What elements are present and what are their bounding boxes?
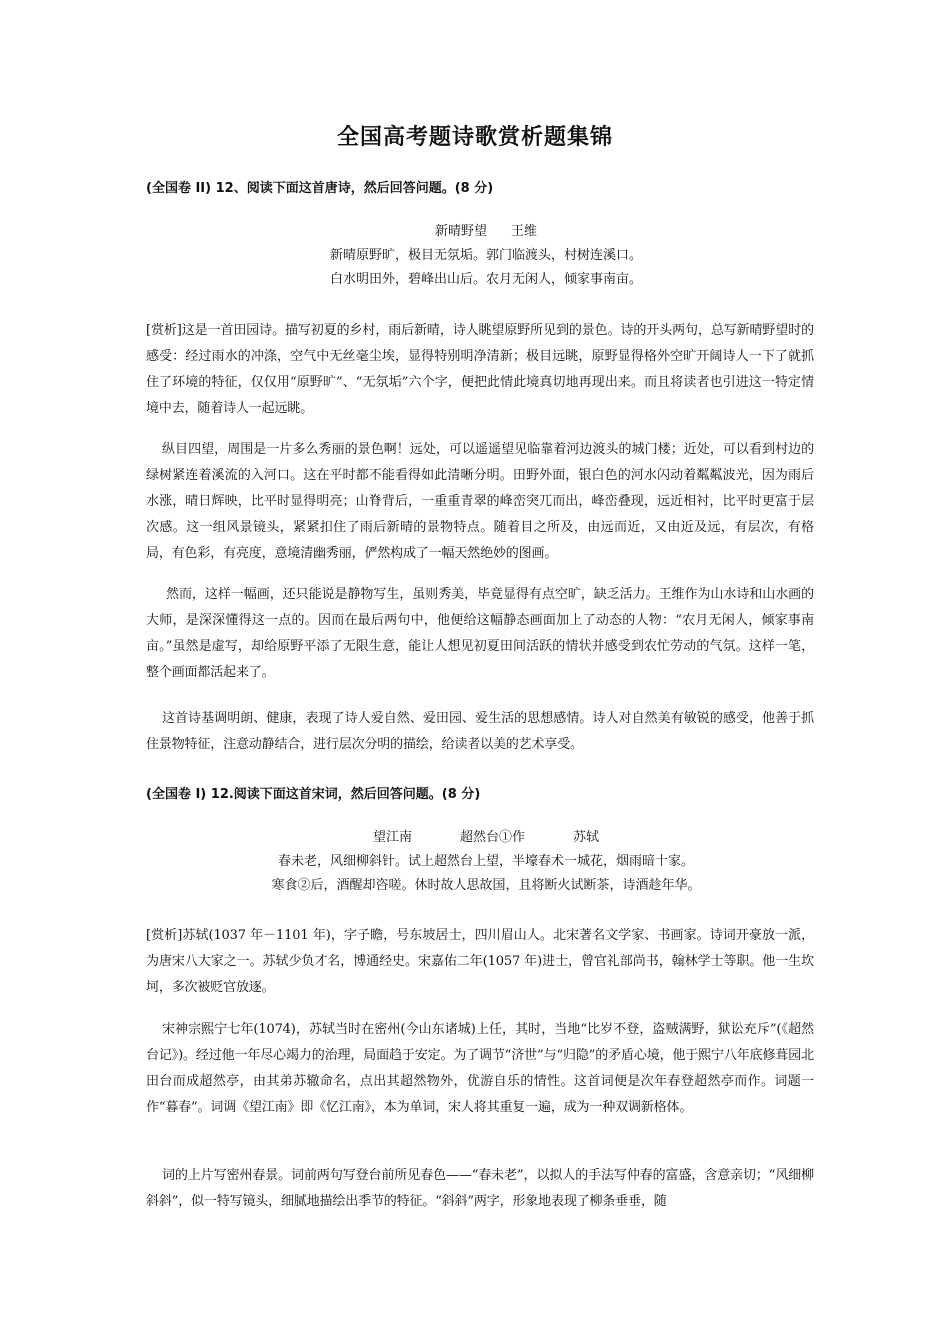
poem-2	[146, 826, 826, 898]
poem-1	[146, 220, 826, 292]
question-2-header: (全国卷 I) 12.阅读下面这首宋词，然后回答问题。(8 分)	[146, 787, 481, 802]
poem-1-heading	[146, 220, 826, 244]
q1-analysis-paragraph: 这首诗基调明朗、健康，表现了诗人爱自然、爱田园、爱生活的思想感情。诗人对自然美有敏锐的感受，他善于抓住景物特征，注意动静结合，进行层次分明的描绘，给读者以美的艺术享受。	[146, 711, 814, 752]
poem-1-line: 新晴原野旷，极目无氛垢。郭门临渡头，村树连溪口。	[329, 248, 642, 263]
q1-analysis-paragraph: 纵目四望，周围是一片多么秀丽的景色啊！远处，可以遥遥望见临靠着河边渡头的城门楼；近处，可以看到村边的绿树紧连着溪流的入河口。这在平时都不能看得如此清晰分明。田野外面，银白色的河水闪动着粼粼波光，因为雨后水涨，晴日辉映，比平时显得明亮；山脊背后，一重重青翠的峰峦突兀而出，峰峦叠现，远近相衬，比平时更富于层次感。这一组风景镜头，紧紧扣住了雨后新晴的景物特点。随着目之所及，由远而近，又由近及远，有层次，有格局，有色彩，有亮度，意境清幽秀丽，俨然构成了一幅天然绝妙的图画。	[146, 442, 814, 561]
q2-analysis-paragraph: 宋神宗熙宁七年(1074)，苏轼当时在密州(今山东诸城)上任，其时，当地“比岁不登，盗贼满野，狱讼充斥”(《超然台记》)。经过他一年尽心竭力的治理，局面趋于安定。为了调节“济世”与“归隐”的矛盾心境，他于熙宁八年底修葺园北田台而成超然亭，由其弟苏辙命名，点出其超然物外，优游自乐的情性。这首词便是次年春登超然亭而作。词题一作“暮春”。词调《望江南》即《忆江南》，本为单词，宋人将其重复一遍，成为一种双调新格体。	[146, 1022, 814, 1115]
poem-1-line: 白水明田外，碧峰出山后。农月无闲人，倾家事南亩。	[329, 272, 642, 287]
poem-2-subtitle: 超然台①作	[459, 830, 525, 845]
q2-analysis-paragraph: 词的上片写密州春景。词前两句写登台前所见春色——“春未老”，以拟人的手法写仲春的富盛，含意亲切；“风细柳斜斜”，似一特写镜头，细腻地描绘出季节的特征。“斜斜”两字，形象地表现了柳条垂垂，随	[146, 1168, 814, 1209]
question-1-header: (全国卷 II) 12、阅读下面这首唐诗，然后回答问题。(8 分)	[146, 181, 494, 196]
poem-2-title: 望江南	[372, 830, 412, 845]
page-title: 全国高考题诗歌赏析题集锦	[336, 125, 613, 150]
q1-analysis-paragraph: 然而，这样一幅画，还只能说是静物写生，虽则秀美，毕竟显得有点空旷，缺乏活力。王维作为山水诗和山水画的大师，是深深懂得这一点的。因而在最后两句中，他便给这幅静态画面加上了动态的人物：“农月无闲人，倾家事南亩。”虽然是虚写，却给原野平添了无限生意，能让人想见初夏田间活跃的情状并感受到农忙劳动的气氛。这样一笔，整个画面都活起来了。	[146, 587, 814, 680]
poem-2-line: 寒食②后，酒醒却咨嗟。休时故人思故国，且将断火试断茶，诗酒趁年华。	[271, 878, 701, 893]
poem-2-heading	[146, 826, 826, 850]
poem-2-line: 春未老，风细柳斜针。试上超然台上望，半壕春术一城花，烟雨暗十家。	[277, 854, 694, 869]
q2-analysis-paragraph: [赏析]苏轼(1037 年－1101 年)，字子瞻，号东坡居士，四川眉山人。北宋著名文学家、书画家。诗词开豪放一派，为唐宋八大家之一。苏轼少负才名，博通经史。宋嘉佑二年(1057 年)进士，曾官礼部尚书，翰林学士等职。他一生坎坷，多次被贬官放逐。	[146, 928, 814, 995]
poem-2-author: 苏轼	[573, 830, 600, 845]
poem-1-title: 新晴野望	[434, 224, 487, 239]
poem-1-author: 王维	[511, 224, 538, 239]
q1-analysis-paragraph: [赏析]这是一首田园诗。描写初夏的乡村，雨后新晴，诗人眺望原野所见到的景色。诗的开头两句，总写新晴野望时的感受：经过雨水的冲涤，空气中无丝毫尘埃，显得特别明净清新；极目远眺，原野显得格外空旷开阔诗人一下了就抓住了环境的特征，仅仅用“原野旷”、“无氛垢”六个字，便把此情此境真切地再现出来。而且将读者也引进这一特定情境中去，随着诗人一起远眺。	[146, 323, 814, 416]
